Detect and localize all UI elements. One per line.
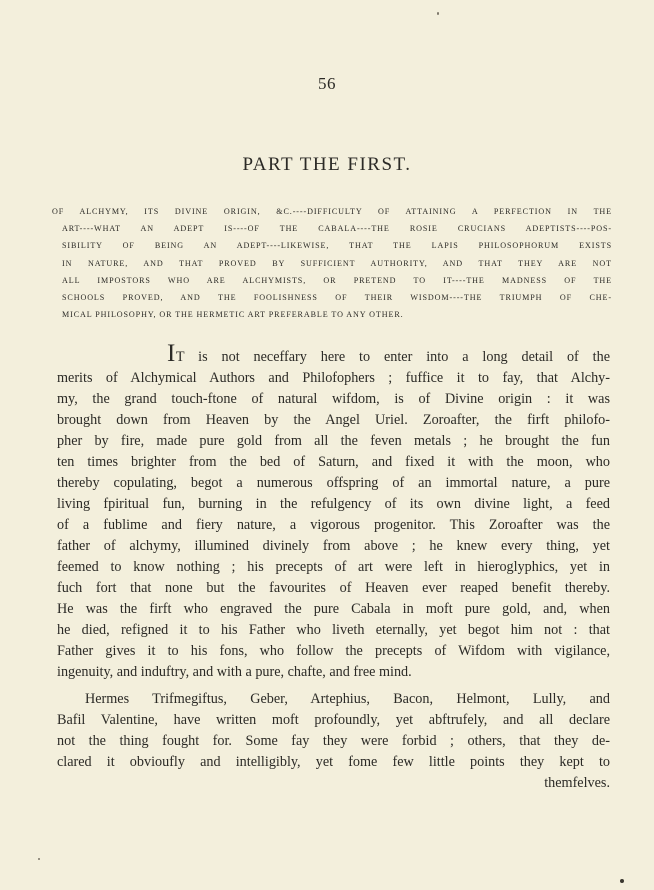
ink-speck xyxy=(620,879,624,883)
part-title: PART THE FIRST. xyxy=(242,154,412,175)
summary-line: MICAL PHILOSOPHY, OR THE HERMETIC ART PREFERABLE TO ANY OTHER. xyxy=(62,310,404,320)
paragraph-line xyxy=(57,340,610,368)
summary-line: SCHOOLS PROVED, AND THE FOOLISHNESS OF THEIR WISDOM----THE TRIUMPH OF CHE- xyxy=(62,293,612,303)
paragraph-line: brought down from Heaven by the Angel Uriel. Zoroafter, the firft philofo- xyxy=(57,412,610,428)
summary-line: ART----WHAT AN ADEPT IS----OF THE CABALA----THE ROSIE CRUCIANS ADEPTISTS----POS- xyxy=(62,224,612,234)
paragraph-1 xyxy=(57,340,610,683)
paragraph-line: fuch fort that none but the favourites of Heaven ever reaped benefit thereby. xyxy=(57,580,610,596)
paragraph-line: not the thing fought for. Some fay they were forbid ; others, that they de- xyxy=(57,733,610,749)
paragraph-line: Father gives it to his fons, who follow the precepts of Wifdom with vigilance, xyxy=(57,643,610,659)
ink-speck xyxy=(38,858,40,860)
paragraph-line: He was the firft who engraved the pure Cabala in moft pure gold, and, when xyxy=(57,601,610,617)
paragraph-line: my, the grand touch-ftone of natural wifdom, is of Divine origin : it was xyxy=(57,391,610,407)
paragraph-line: merits of Alchymical Authors and Philofophers ; fuffice it to fay, that Alchy- xyxy=(57,370,610,386)
page-number: 56 xyxy=(318,74,336,93)
paragraph-2 xyxy=(57,689,610,794)
paragraph-line: clared it obvioufly and intelligibly, yet fome few little points they kept to xyxy=(57,754,610,770)
paragraph-line: thereby copulating, begot a numerous offspring of an immortal nature, a pure xyxy=(57,475,610,491)
summary-line: SIBILITY OF BEING AN ADEPT----LIKEWISE, THAT THE LAPIS PHILOSOPHORUM EXISTS xyxy=(62,241,612,251)
ink-speck xyxy=(437,12,439,15)
paragraph-line: feemed to know nothing ; his precepts of art were left in hieroglyphics, yet in xyxy=(57,559,610,575)
summary-line: IN NATURE, AND THAT PROVED BY SUFFICIENT AUTHORITY, AND THAT THEY ARE NOT xyxy=(62,258,612,268)
first-line-text: T is not neceffary here to enter into a long detail of the xyxy=(175,349,610,365)
paragraph-line: Hermes Trifmegiftus, Geber, Artephius, Bacon, Helmont, Lully, and xyxy=(85,691,610,707)
paragraph-line: he died, refigned it to his Father who liveth eternally, yet begot him not : that xyxy=(57,622,610,638)
paragraph-line: ingenuity, and induftry, and with a pure, chafte, and free mind. xyxy=(57,664,412,680)
summary-line: ALL IMPOSTORS WHO ARE ALCHYMISTS, OR PRETEND TO IT----THE MADNESS OF THE xyxy=(62,275,612,285)
body-text xyxy=(57,340,610,794)
summary-line: OF ALCHYMY, ITS DIVINE ORIGIN, &C.----DIFFICULTY OF ATTAINING A PERFECTION IN THE xyxy=(52,207,612,216)
paragraph-line: of a fublime and fiery nature, a vigorous progenitor. This Zoroafter was the xyxy=(57,517,610,533)
paragraph-line: living fpiritual fun, burning in the refulgency of its own divine light, a feed xyxy=(57,496,610,512)
paragraph-line: pher by fire, made pure gold from all the feven metals ; he brought the fun xyxy=(57,433,610,449)
chapter-summary xyxy=(52,203,612,323)
drop-initial: I xyxy=(167,340,176,367)
paragraph-line: Bafil Valentine, have written moft profoundly, yet abftrufely, and all declare xyxy=(57,712,610,728)
paragraph-line: father of alchymy, illumined divinely from above ; he knew every thing, yet xyxy=(57,538,610,554)
paragraph-final-word: themfelves. xyxy=(544,775,610,791)
paragraph-line: ten times brighter from the bed of Saturn, and fixed it with the moon, who xyxy=(57,454,610,470)
